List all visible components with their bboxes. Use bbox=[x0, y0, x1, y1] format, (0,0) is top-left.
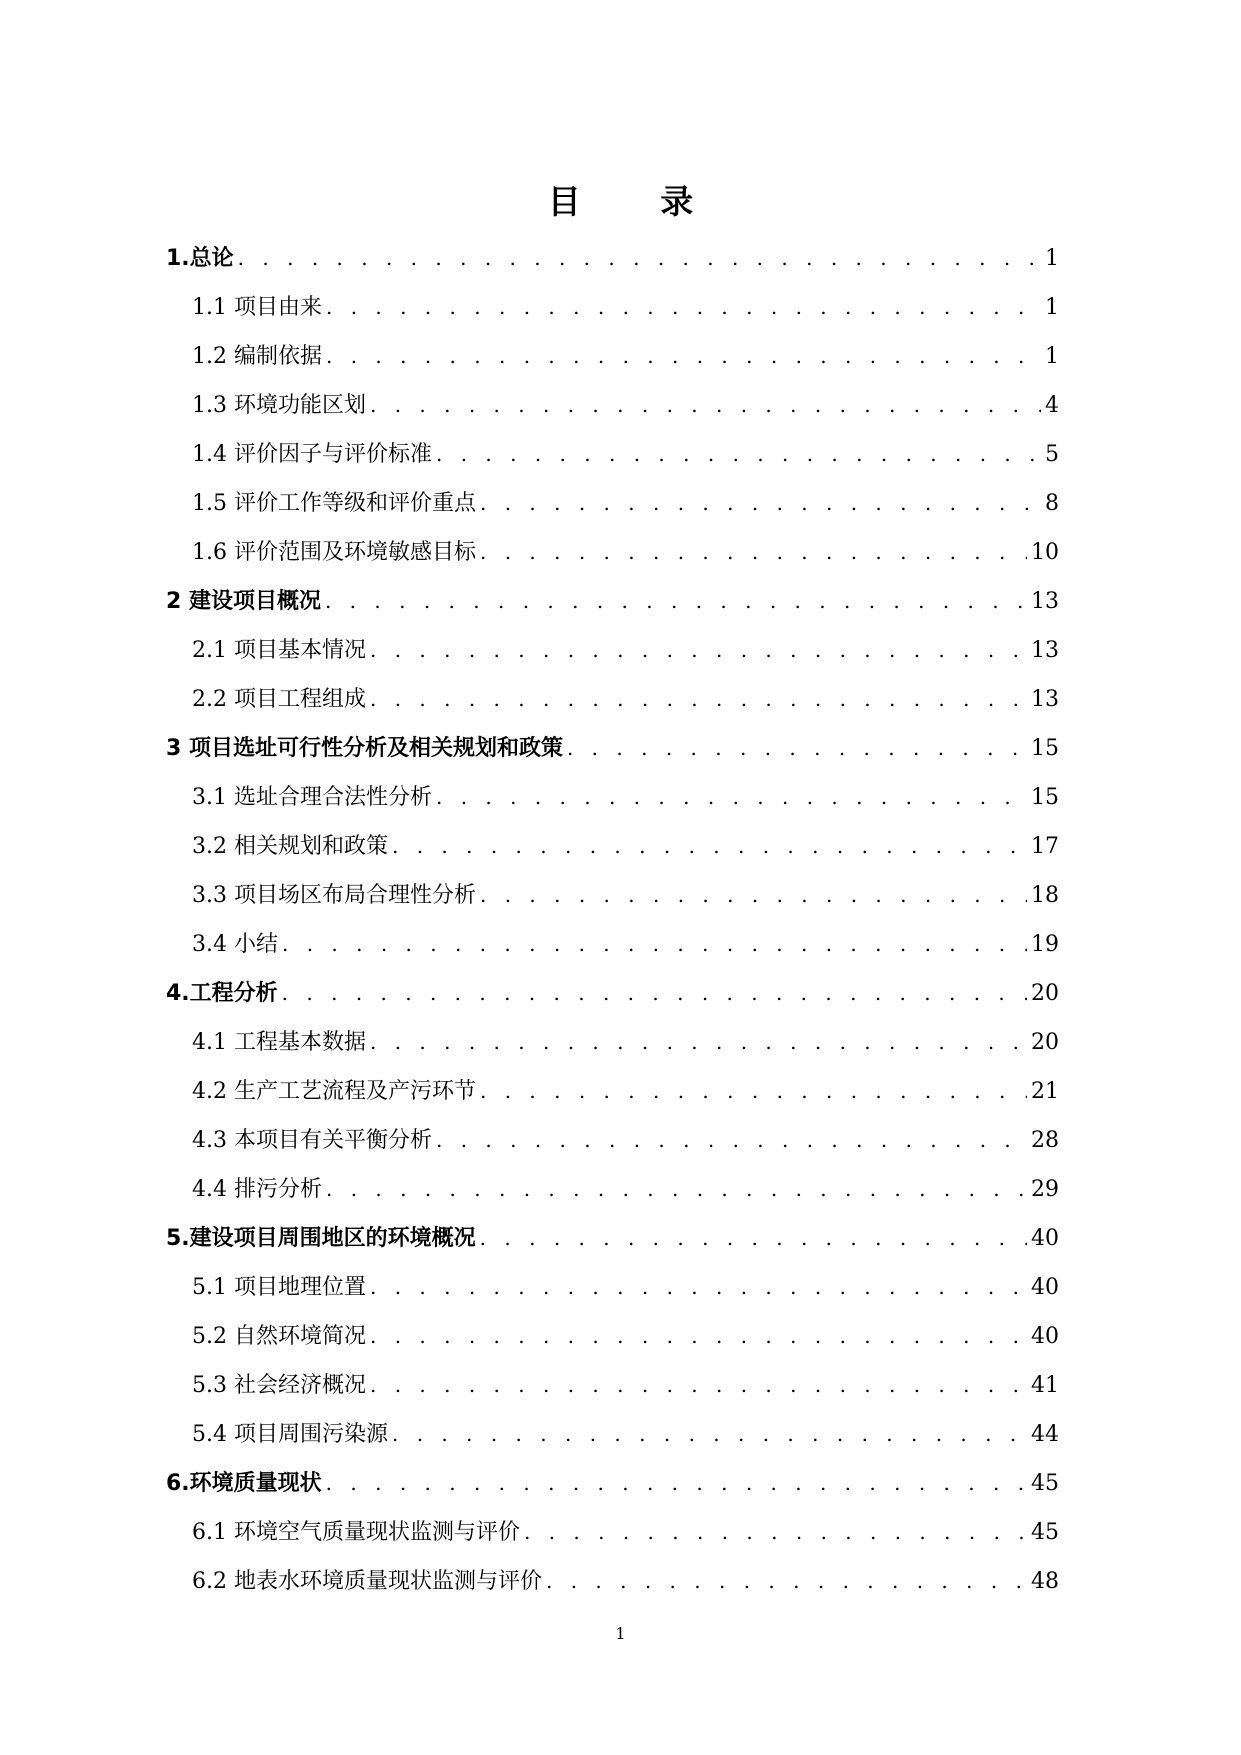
toc-dot-leader bbox=[436, 1125, 1027, 1155]
toc-page-number: 48 bbox=[1031, 1569, 1059, 1594]
toc-section-entry[interactable] bbox=[166, 684, 1059, 733]
toc-entry-label: 6.环境质量现状 bbox=[166, 1471, 322, 1496]
toc-entry-label: 5.1 项目地理位置 bbox=[192, 1275, 366, 1300]
toc-entry-label: 5.2 自然环境简况 bbox=[192, 1324, 366, 1349]
toc-page-number: 40 bbox=[1031, 1324, 1059, 1349]
toc-section-entry[interactable] bbox=[166, 1419, 1059, 1468]
toc-entry-label: 1.总论 bbox=[166, 246, 234, 271]
toc-entry-label: 4.2 生产工艺流程及产污环节 bbox=[192, 1079, 476, 1104]
toc-page-number: 15 bbox=[1031, 785, 1059, 810]
toc-entry-label: 4.工程分析 bbox=[166, 981, 278, 1006]
toc-dot-leader bbox=[480, 537, 1027, 567]
toc-section-entry[interactable] bbox=[166, 929, 1059, 978]
toc-dot-leader bbox=[370, 390, 1041, 420]
toc-page-number: 20 bbox=[1031, 1030, 1059, 1055]
toc-entry-label: 3.4 小结 bbox=[192, 932, 278, 957]
toc-section-entry[interactable] bbox=[166, 1321, 1059, 1370]
toc-section-entry[interactable] bbox=[166, 1566, 1059, 1615]
toc-entry-label: 1.6 评价范围及环境敏感目标 bbox=[192, 540, 476, 565]
toc-dot-leader bbox=[480, 488, 1041, 518]
toc-entry-label: 2 建设项目概况 bbox=[166, 589, 321, 614]
toc-entry-label: 6.2 地表水环境质量现状监测与评价 bbox=[192, 1569, 542, 1594]
toc-entry-label: 3.2 相关规划和政策 bbox=[192, 834, 388, 859]
toc-entry-label: 5.4 项目周围污染源 bbox=[192, 1422, 388, 1447]
toc-dot-leader bbox=[370, 684, 1027, 714]
toc-dot-leader bbox=[480, 880, 1027, 910]
toc-entry-label: 4.3 本项目有关平衡分析 bbox=[192, 1128, 432, 1153]
toc-chapter-entry[interactable] bbox=[166, 978, 1059, 1027]
toc-chapter-entry[interactable] bbox=[166, 733, 1059, 782]
toc-section-entry[interactable] bbox=[166, 1517, 1059, 1566]
toc-chapter-entry[interactable] bbox=[166, 243, 1059, 292]
toc-dot-leader bbox=[567, 733, 1027, 763]
toc-section-entry[interactable] bbox=[166, 1125, 1059, 1174]
toc-dot-leader bbox=[326, 292, 1041, 322]
toc-section-entry[interactable] bbox=[166, 390, 1059, 439]
toc-dot-leader bbox=[282, 978, 1027, 1008]
toc-dot-leader bbox=[524, 1517, 1027, 1547]
toc-page-number: 20 bbox=[1031, 981, 1059, 1006]
toc-section-entry[interactable] bbox=[166, 488, 1059, 537]
toc-dot-leader bbox=[480, 1076, 1027, 1106]
toc-entry-label: 4.1 工程基本数据 bbox=[192, 1030, 366, 1055]
toc-section-entry[interactable] bbox=[166, 831, 1059, 880]
toc-page-number: 41 bbox=[1031, 1373, 1059, 1398]
toc-dot-leader bbox=[370, 1321, 1027, 1351]
toc-section-entry[interactable] bbox=[166, 1370, 1059, 1419]
toc-page-number: 1 bbox=[1045, 295, 1059, 320]
toc-entry-label: 1.2 编制依据 bbox=[192, 344, 322, 369]
toc-page-number: 40 bbox=[1031, 1275, 1059, 1300]
toc-page-number: 5 bbox=[1045, 442, 1059, 467]
toc-entry-label: 1.1 项目由来 bbox=[192, 295, 322, 320]
toc-dot-leader bbox=[326, 1174, 1027, 1204]
toc-page-number: 21 bbox=[1031, 1079, 1059, 1104]
toc-dot-leader bbox=[392, 1419, 1027, 1449]
toc-entry-label: 3 项目选址可行性分析及相关规划和政策 bbox=[166, 736, 563, 761]
toc-page-number: 40 bbox=[1031, 1226, 1059, 1251]
toc-entry-label: 1.4 评价因子与评价标准 bbox=[192, 442, 432, 467]
toc-section-entry[interactable] bbox=[166, 1272, 1059, 1321]
toc-entry-label: 3.1 选址合理合法性分析 bbox=[192, 785, 432, 810]
toc-section-entry[interactable] bbox=[166, 292, 1059, 341]
toc-dot-leader bbox=[282, 929, 1027, 959]
toc-entry-label: 1.3 环境功能区划 bbox=[192, 393, 366, 418]
toc-page-number: 13 bbox=[1031, 687, 1059, 712]
table-of-contents bbox=[166, 243, 1059, 1615]
toc-page-number: 13 bbox=[1031, 638, 1059, 663]
toc-page-number: 19 bbox=[1031, 932, 1059, 957]
toc-entry-label: 2.1 项目基本情况 bbox=[192, 638, 366, 663]
toc-section-entry[interactable] bbox=[166, 537, 1059, 586]
toc-chapter-entry[interactable] bbox=[166, 1468, 1059, 1517]
toc-page-number: 10 bbox=[1031, 540, 1059, 565]
toc-entry-label: 3.3 项目场区布局合理性分析 bbox=[192, 883, 476, 908]
toc-dot-leader bbox=[392, 831, 1027, 861]
toc-dot-leader bbox=[370, 1027, 1027, 1057]
toc-section-entry[interactable] bbox=[166, 1076, 1059, 1125]
toc-dot-leader bbox=[480, 1223, 1027, 1253]
toc-section-entry[interactable] bbox=[166, 439, 1059, 488]
toc-section-entry[interactable] bbox=[166, 1174, 1059, 1223]
toc-dot-leader bbox=[370, 1370, 1027, 1400]
toc-page-number: 1 bbox=[1045, 344, 1059, 369]
toc-page-number: 1 bbox=[1045, 246, 1059, 271]
toc-entry-label: 4.4 排污分析 bbox=[192, 1177, 322, 1202]
toc-page-number: 8 bbox=[1045, 491, 1059, 516]
toc-dot-leader bbox=[546, 1566, 1027, 1596]
toc-page-number: 29 bbox=[1031, 1177, 1059, 1202]
toc-entry-label: 5.3 社会经济概况 bbox=[192, 1373, 366, 1398]
toc-dot-leader bbox=[370, 635, 1027, 665]
toc-section-entry[interactable] bbox=[166, 341, 1059, 390]
toc-entry-label: 2.2 项目工程组成 bbox=[192, 687, 366, 712]
toc-entry-label: 1.5 评价工作等级和评价重点 bbox=[192, 491, 476, 516]
toc-section-entry[interactable] bbox=[166, 1027, 1059, 1076]
toc-page-number: 44 bbox=[1031, 1422, 1059, 1447]
toc-dot-leader bbox=[436, 439, 1041, 469]
toc-page-number: 28 bbox=[1031, 1128, 1059, 1153]
toc-entry-label: 6.1 环境空气质量现状监测与评价 bbox=[192, 1520, 520, 1545]
toc-dot-leader bbox=[325, 586, 1027, 616]
footer-page-number: 1 bbox=[615, 1624, 626, 1643]
toc-dot-leader bbox=[370, 1272, 1027, 1302]
toc-chapter-entry[interactable] bbox=[166, 586, 1059, 635]
toc-section-entry[interactable] bbox=[166, 782, 1059, 831]
toc-page-number: 13 bbox=[1031, 589, 1059, 614]
toc-dot-leader bbox=[436, 782, 1027, 812]
toc-dot-leader bbox=[238, 243, 1041, 273]
toc-dot-leader bbox=[326, 341, 1041, 371]
toc-page-number: 18 bbox=[1031, 883, 1059, 908]
toc-page-number: 4 bbox=[1045, 393, 1059, 418]
toc-page-number: 45 bbox=[1031, 1471, 1059, 1496]
toc-page-number: 45 bbox=[1031, 1520, 1059, 1545]
toc-page-number: 17 bbox=[1031, 834, 1059, 859]
page-title: 目 录 bbox=[547, 182, 728, 221]
toc-section-entry[interactable] bbox=[166, 635, 1059, 684]
toc-page-number: 15 bbox=[1031, 736, 1059, 761]
toc-section-entry[interactable] bbox=[166, 880, 1059, 929]
toc-entry-label: 5.建设项目周围地区的环境概况 bbox=[166, 1226, 476, 1251]
toc-chapter-entry[interactable] bbox=[166, 1223, 1059, 1272]
toc-dot-leader bbox=[326, 1468, 1027, 1498]
